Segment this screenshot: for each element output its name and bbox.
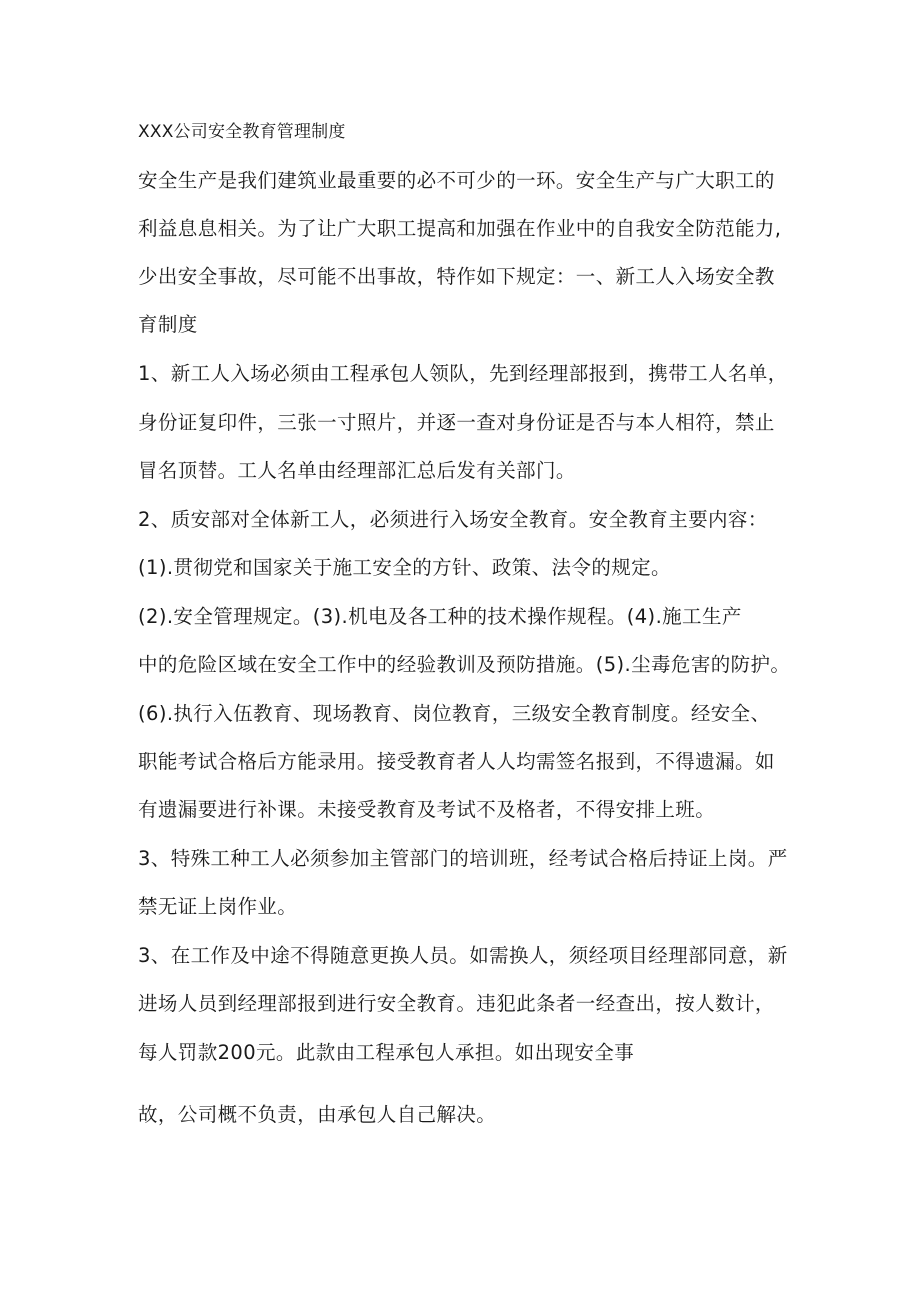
paragraph-line: 中的危险区域在安全工作中的经验教训及预防措施。(5).尘毒危害的防护。 xyxy=(138,653,791,676)
paragraph-line: 3、特殊工种工人必须参加主管部门的培训班，经考试合格后持证上岗。严 xyxy=(138,847,788,870)
paragraph-line: 3、在工作及中途不得随意更换人员。如需换人，须经项目经理部同意，新 xyxy=(138,944,788,967)
paragraph-line: 进场人员到经理部报到进行安全教育。违犯此条者一经查出，按人数计， xyxy=(138,992,775,1015)
document-title: XXX公司安全教育管理制度 xyxy=(138,122,346,142)
paragraph-line: 安全生产是我们建筑业最重要的必不可少的一环。安全生产与广大职工的 xyxy=(138,169,775,192)
paragraph-line: 身份证复印件，三张一寸照片，并逐一查对身份证是否与本人相符，禁止 xyxy=(138,411,775,434)
paragraph-line: 育制度 xyxy=(138,313,198,336)
paragraph-line: 有遗漏要进行补课。未接受教育及考试不及格者，不得安排上班。 xyxy=(138,798,716,821)
paragraph-line: (2).安全管理规定。(3).机电及各工种的技术操作规程。(4).施工生产 xyxy=(138,605,742,628)
paragraph-line: 每人罚款200元。此款由工程承包人承担。如出现安全事 xyxy=(138,1041,635,1064)
paragraph-line: 利益息息相关。为了让广大职工提高和加强在作业中的自我安全防范能力, xyxy=(138,217,782,240)
paragraph-line: 职能考试合格后方能录用。接受教育者人人均需签名报到，不得遗漏。如 xyxy=(138,750,775,773)
paragraph-line: (6).执行入伍教育、现场教育、岗位教育，三级安全教育制度。经安全、 xyxy=(138,702,771,725)
paragraph-line: 冒名顶替。工人名单由经理部汇总后发有关部门。 xyxy=(138,459,576,482)
paragraph-line: 故，公司概不负责，由承包人自己解决。 xyxy=(138,1103,497,1126)
paragraph-line: 禁无证上岗作业。 xyxy=(138,895,298,918)
paragraph-line: 2、质安部对全体新工人，必须进行入场安全教育。安全教育主要内容： xyxy=(138,508,768,531)
paragraph-line: 少出安全事故，尽可能不出事故，特作如下规定：一、新工人入场安全教 xyxy=(138,265,775,288)
paragraph-line: (1).贯彻党和国家关于施工安全的方针、政策、法令的规定。 xyxy=(138,556,671,579)
paragraph-line: 1、新工人入场必须由工程承包人领队，先到经理部报到，携带工人名单， xyxy=(138,362,788,385)
